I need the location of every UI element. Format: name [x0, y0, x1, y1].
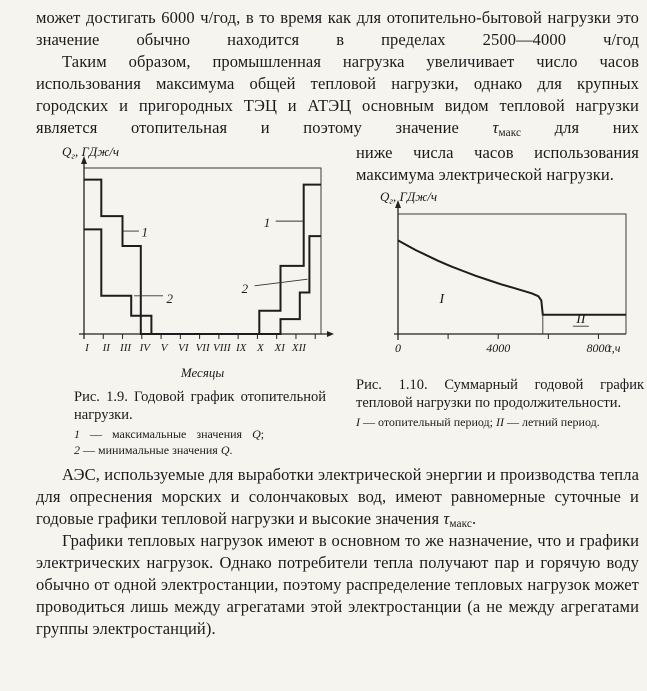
figure-1-10-block [356, 142, 644, 458]
month-tick-label: II [102, 342, 110, 354]
month-tick-label: III [120, 342, 132, 354]
plot-frame [84, 168, 321, 334]
curve-number-label: 1 [141, 224, 148, 240]
figure-1-10-legend-line-1: I — отопительный период; II — летний период. [356, 415, 600, 429]
figure-1-9-legend-line-1: 1 — максимальные значения Q; [74, 427, 265, 441]
figure-1-9-caption: Рис. 1.9. Годовой график отопительной нагрузки. [74, 389, 326, 423]
y-axis-label: $Q_г$, ГДж/ч [62, 144, 120, 162]
x-axis-arrow [327, 331, 334, 337]
month-tick-label: XII [291, 342, 306, 354]
region-label: I [439, 291, 445, 307]
figure-1-9-block [36, 142, 356, 458]
curve-number-label: 2 [166, 291, 173, 307]
y-axis-label: $Q_г$, ГДж/ч [380, 189, 438, 207]
tau-tick-label: 8000 [586, 341, 611, 355]
tau-tick-label: 0 [395, 341, 401, 355]
month-tick-label: XI [274, 342, 285, 354]
month-tick-label: I [85, 342, 89, 354]
x-axis-label: Месяцы [180, 365, 225, 380]
figure-1-9-legend-line-2: 2 — минимальные значения Q. [74, 442, 233, 457]
x-axis-label: τ,ч [607, 341, 621, 355]
plot-frame [398, 214, 626, 334]
figure-1-9-legend [74, 427, 326, 458]
figure-1-9-chart [54, 142, 334, 382]
figure-1-10-chart [358, 188, 643, 370]
paragraph-4: Графики тепловых нагрузок имеют в основном то же назначение, что и графики электрических нагрузок. Однако потребители тепла получают пар и горячую воду обычно от одной электростанции, поэтому распределение тепловых нагрузок может проводиться лишь между агрегатами этой электростанции (а не между агрегатами группы электростанций). [36, 531, 639, 638]
paragraph-1: может достигать 6000 ч/год, в то время как для отопительно-бытовой нагрузки это значение обычно находится в пределах 2500—4000 ч/год [36, 8, 639, 49]
region-label: II [576, 312, 586, 328]
curve-number-label: 1 [263, 214, 271, 230]
month-tick-label: VIII [213, 342, 231, 354]
duration-curve [398, 240, 626, 314]
max-load-curve [84, 180, 321, 334]
paragraph-3: АЭС, используемые для выработки электрической энергии и производства тепла для опреснения морских и солончаковых вод, имеют равномерные суточные и годовые графики тепловой нагрузки и высокие значения $\tau_{макс}$. [36, 465, 639, 531]
figure-1-10-legend [356, 415, 644, 431]
month-tick-label: X [257, 342, 264, 354]
paragraph-2-continuation: ниже числа часов использования максимума электрической нагрузки. [356, 143, 639, 184]
month-tick-label: V [160, 342, 168, 354]
figures-row [36, 142, 644, 458]
tau-tick-label: 4000 [486, 341, 511, 355]
month-tick-label: VII [195, 342, 210, 354]
paragraph-2: Таким образом, промышленная нагрузка увеличивает число часов использования максимума общей тепловой нагрузки, однако для крупных городских и пригородных ТЭЦ и АТЭЦ основным видом тепловой нагрузки является отопительная и поэтому значение $\tau_{макс}$ для них [36, 52, 639, 140]
figure-1-10-caption: Рис. 1.10. Суммарный годовой график тепловой нагрузки по продолжительности. [356, 377, 644, 411]
month-tick-label: IV [139, 342, 151, 354]
month-tick-label: IX [235, 342, 247, 354]
curve-number-label: 2 [241, 281, 249, 297]
month-tick-label: VI [178, 342, 189, 354]
